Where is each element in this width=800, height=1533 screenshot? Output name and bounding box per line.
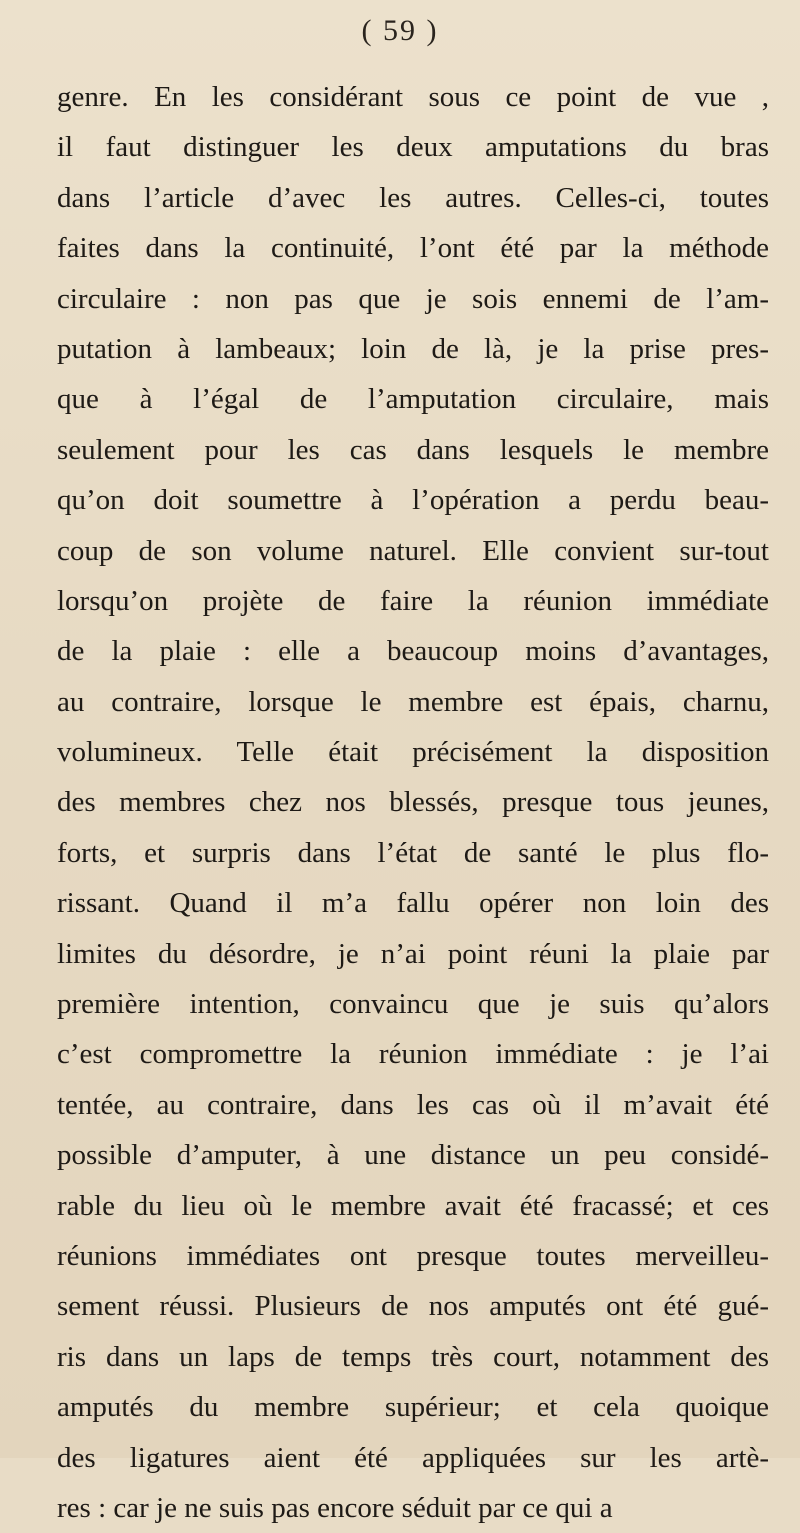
text-line: genre. En les considérant sous ce point de vue , bbox=[57, 81, 769, 113]
text-line: des membres chez nos blessés, presque tous jeunes, bbox=[57, 786, 769, 819]
text-line: res : car je ne suis pas encore séduit par ce qui a bbox=[57, 1491, 613, 1524]
text-line: au contraire, lorsque le membre est épais, charnu, bbox=[57, 685, 769, 718]
text-line: qu’on doit soumettre à l’opération a perdu beau- bbox=[57, 484, 769, 517]
text-line: des ligatures aient été appliquées sur les artè- bbox=[57, 1441, 769, 1474]
text-line: amputés du membre supérieur; et cela quoique bbox=[57, 1391, 769, 1424]
text-line: limites du désordre, je n’ai point réuni la plaie par bbox=[57, 937, 769, 970]
text-line: circulaire : non pas que je sois ennemi de l’am- bbox=[57, 282, 769, 315]
page-number: ( 59 ) bbox=[361, 14, 439, 47]
text-line: c’est compromettre la réunion immédiate : je l’ai bbox=[57, 1038, 769, 1071]
text-line: que à l’égal de l’amputation circulaire, mais bbox=[57, 383, 769, 416]
text-line: forts, et surpris dans l’état de santé le plus flo- bbox=[57, 836, 769, 869]
text-line: sement réussi. Plusieurs de nos amputés ont été gué- bbox=[57, 1290, 769, 1323]
text-line: putation à lambeaux; loin de là, je la prise pres- bbox=[57, 332, 769, 365]
text-line: rissant. Quand il m’a fallu opérer non loin des bbox=[57, 887, 769, 920]
text-line: volumineux. Telle était précisément la disposition bbox=[57, 736, 769, 769]
text-line: possible d’amputer, à une distance un peu considé- bbox=[57, 1139, 769, 1172]
text-line: lorsqu’on projète de faire la réunion immédiate bbox=[57, 584, 769, 617]
text-line: de la plaie : elle a beaucoup moins d’avantages, bbox=[57, 635, 769, 668]
body-text bbox=[57, 72, 769, 1533]
text-line: réunions immédiates ont presque toutes merveilleu- bbox=[57, 1239, 769, 1272]
text-line: rable du lieu où le membre avait été fracassé; et ces bbox=[57, 1189, 769, 1222]
text-line: il faut distinguer les deux amputations du bras bbox=[57, 131, 769, 164]
text-line: ris dans un laps de temps très court, notamment des bbox=[57, 1340, 769, 1373]
text-line: dans l’article d’avec les autres. Celles-ci, toutes bbox=[57, 181, 769, 214]
text-line: seulement pour les cas dans lesquels le membre bbox=[57, 433, 769, 466]
text-line: coup de son volume naturel. Elle convient sur-tout bbox=[57, 534, 769, 567]
text-line: première intention, convaincu que je suis qu’alors bbox=[57, 988, 769, 1021]
text-line: faites dans la continuité, l’ont été par la méthode bbox=[57, 232, 769, 265]
text-line: tentée, au contraire, dans les cas où il m’avait été bbox=[57, 1088, 769, 1121]
